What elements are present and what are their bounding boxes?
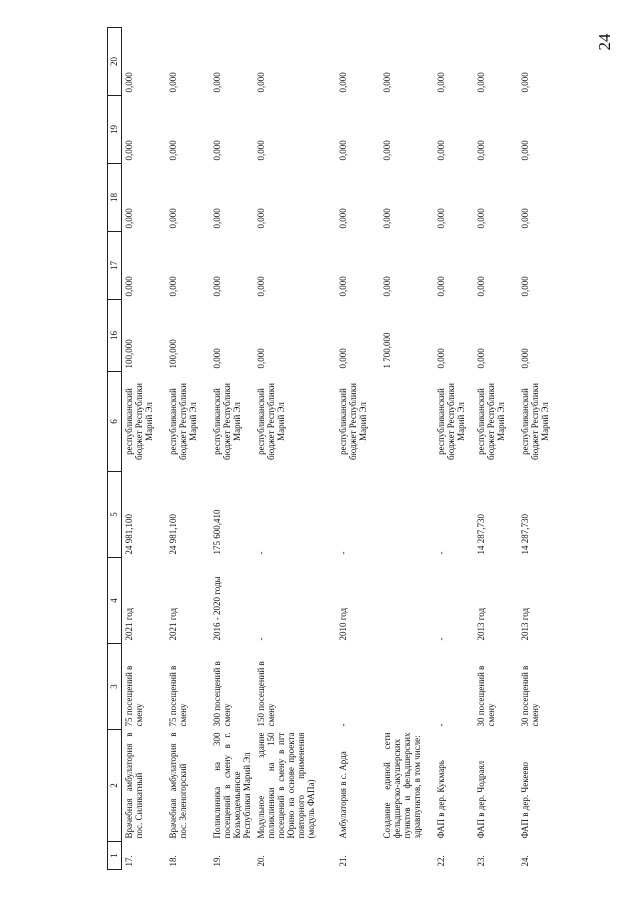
column-header: 1 <box>108 842 122 870</box>
cell-source: республиканский бюджет Республики Марий Эл <box>256 383 286 460</box>
data-table <box>107 27 562 870</box>
cell-capacity: - <box>338 723 348 727</box>
cell-c17: 0,000 <box>436 276 446 297</box>
table-row <box>254 28 336 870</box>
cell-source: республиканский бюджет Республики Марий Эл <box>338 383 368 460</box>
rotated-table-container <box>107 28 562 870</box>
cell-source <box>380 372 434 472</box>
cell-cost: 24 981,100 <box>168 514 178 555</box>
table-row <box>122 28 167 870</box>
table-body <box>122 28 563 870</box>
cell-capacity <box>380 644 434 730</box>
cell-c20: 0,000 <box>212 72 222 93</box>
cell-c18: 0,000 <box>476 208 486 229</box>
cell-c16: 0,000 <box>256 348 266 369</box>
cell-name: ФАП в дер. Чекеево <box>520 761 530 839</box>
table-row <box>518 28 562 870</box>
cell-c16: 0,000 <box>476 348 486 369</box>
cell-c20: 0,000 <box>520 72 530 93</box>
cell-num: 17. <box>124 855 134 867</box>
cell-c20: 0,000 <box>338 72 348 93</box>
cell-c19: 0,000 <box>256 140 266 161</box>
cell-name: ФАП в дер. Кукмарь <box>436 760 446 839</box>
cell-c19: 0,000 <box>476 140 486 161</box>
cell-c19: 0,000 <box>124 140 134 161</box>
cell-c20: 0,000 <box>382 72 392 93</box>
column-header: 18 <box>108 164 122 232</box>
cell-cost: - <box>338 551 348 555</box>
cell-num: 19. <box>212 855 222 867</box>
cell-c19: 0,000 <box>436 140 446 161</box>
cell-c19: 0,000 <box>212 140 222 161</box>
cell-c19: 0,000 <box>520 140 530 161</box>
cell-c18: 0,000 <box>124 208 134 229</box>
cell-c20: 0,000 <box>256 72 266 93</box>
cell-source: республиканский бюджет Республики Марий Эл <box>212 383 242 460</box>
cell-source: республиканский бюджет Республики Марий Эл <box>168 383 198 460</box>
cell-num: 21. <box>338 855 348 867</box>
cell-num: 23. <box>476 855 486 867</box>
cell-period: - <box>436 637 446 641</box>
cell-c18: 0,000 <box>168 208 178 229</box>
cell-c20: 0,000 <box>436 72 446 93</box>
table-row <box>210 28 254 870</box>
cell-c19: 0,000 <box>382 140 392 161</box>
cell-c18: 0,000 <box>520 208 530 229</box>
cell-c17: 0,000 <box>124 276 134 297</box>
cell-capacity: 75 посещений в смену <box>124 665 144 727</box>
cell-name: Врачебная амбулатория в пос. Зеленогорский <box>168 732 188 839</box>
cell-name: Модульное здание поликлиники на 150 посещений в смену в пгт Юрино на основе проекта повторного применения (модуль ФАПа) <box>256 732 316 839</box>
cell-capacity: - <box>436 723 446 727</box>
cell-c17: 0,000 <box>256 276 266 297</box>
cell-name: Создание единой сети фельдшерско-акушерских пунктов и фельдшерских здравпунктов, в том числе: <box>382 732 422 839</box>
cell-cost: - <box>256 551 266 555</box>
cell-c19: 0,000 <box>338 140 348 161</box>
cell-cost: 175 600,410 <box>212 509 222 555</box>
cell-cost: 14 287,730 <box>520 514 530 555</box>
cell-c20: 0,000 <box>168 72 178 93</box>
cell-capacity: 300 посещений в смену <box>212 661 232 727</box>
column-header: 2 <box>108 730 122 842</box>
cell-c18: 0,000 <box>436 208 446 229</box>
cell-cost <box>380 472 434 558</box>
cell-source: республиканский бюджет Республики Марий Эл <box>520 383 550 460</box>
cell-cost: 14 287,730 <box>476 514 486 555</box>
cell-num: 24. <box>520 855 530 867</box>
cell-c16: 0,000 <box>520 348 530 369</box>
table-row <box>474 28 518 870</box>
cell-num: 22. <box>436 855 446 867</box>
cell-name: Поликлиника на 300 посещений в смену в г. Козьмодемьянске Республики Марий Эл <box>212 732 252 839</box>
cell-source: республиканский бюджет Республики Марий Эл <box>476 383 506 460</box>
cell-capacity: 30 посещений в смену <box>520 665 540 727</box>
cell-period: 2010 год <box>338 607 348 641</box>
cell-period: 2021 год <box>168 607 178 641</box>
cell-c17: 0,000 <box>520 276 530 297</box>
cell-capacity: 30 посещений в смену <box>476 665 496 727</box>
cell-period: 2013 год <box>520 607 530 641</box>
column-header: 19 <box>108 96 122 164</box>
cell-c17: 0,000 <box>168 276 178 297</box>
cell-c16: 100,000 <box>168 339 178 369</box>
cell-num: 18. <box>168 855 178 867</box>
cell-period: 2021 год <box>124 607 134 641</box>
cell-period: 2016 - 2020 годы <box>212 576 222 641</box>
cell-c18: 0,000 <box>338 208 348 229</box>
column-header: 20 <box>108 28 122 96</box>
table-row <box>434 28 474 870</box>
cell-c16: 0,000 <box>338 348 348 369</box>
cell-c17: 0,000 <box>382 276 392 297</box>
column-header: 17 <box>108 232 122 300</box>
cell-c17: 0,000 <box>338 276 348 297</box>
cell-c16: 1 700,000 <box>382 332 392 369</box>
cell-num: 20. <box>256 855 266 867</box>
column-header: 16 <box>108 300 122 372</box>
cell-c19: 0,000 <box>168 140 178 161</box>
table-row <box>166 28 210 870</box>
cell-c16: 100,000 <box>124 339 134 369</box>
table-row <box>336 28 380 870</box>
cell-num <box>380 842 434 870</box>
cell-c18: 0,000 <box>382 208 392 229</box>
header-row <box>108 28 122 870</box>
cell-c17: 0,000 <box>476 276 486 297</box>
cell-c18: 0,000 <box>256 208 266 229</box>
cell-c17: 0,000 <box>212 276 222 297</box>
cell-cost: - <box>436 551 446 555</box>
cell-name: Амбулатория в с. Арда <box>338 751 348 839</box>
cell-c18: 0,000 <box>212 208 222 229</box>
cell-c20: 0,000 <box>476 72 486 93</box>
column-header: 5 <box>108 472 122 558</box>
cell-c20: 0,000 <box>124 72 134 93</box>
cell-capacity: 150 посещений в смену <box>256 661 276 727</box>
cell-capacity: 75 посещений в смену <box>168 665 188 727</box>
table-row <box>380 28 434 870</box>
cell-period: 2013 год <box>476 607 486 641</box>
cell-c16: 0,000 <box>212 348 222 369</box>
cell-source: республиканский бюджет Республики Марий Эл <box>124 383 154 460</box>
cell-name: ФАП в дер. Чодраял <box>476 760 486 839</box>
cell-source: республиканский бюджет Республики Марий Эл <box>436 383 466 460</box>
cell-period <box>380 558 434 644</box>
cell-name: Врачебная амбулатория в пос. Силикатный <box>124 732 144 839</box>
column-header: 3 <box>108 644 122 730</box>
cell-cost: 24 981,100 <box>124 514 134 555</box>
column-header: 6 <box>108 372 122 472</box>
page-number: 24 <box>595 33 614 51</box>
cell-period: - <box>256 637 266 641</box>
cell-c16: 0,000 <box>436 348 446 369</box>
column-header: 4 <box>108 558 122 644</box>
